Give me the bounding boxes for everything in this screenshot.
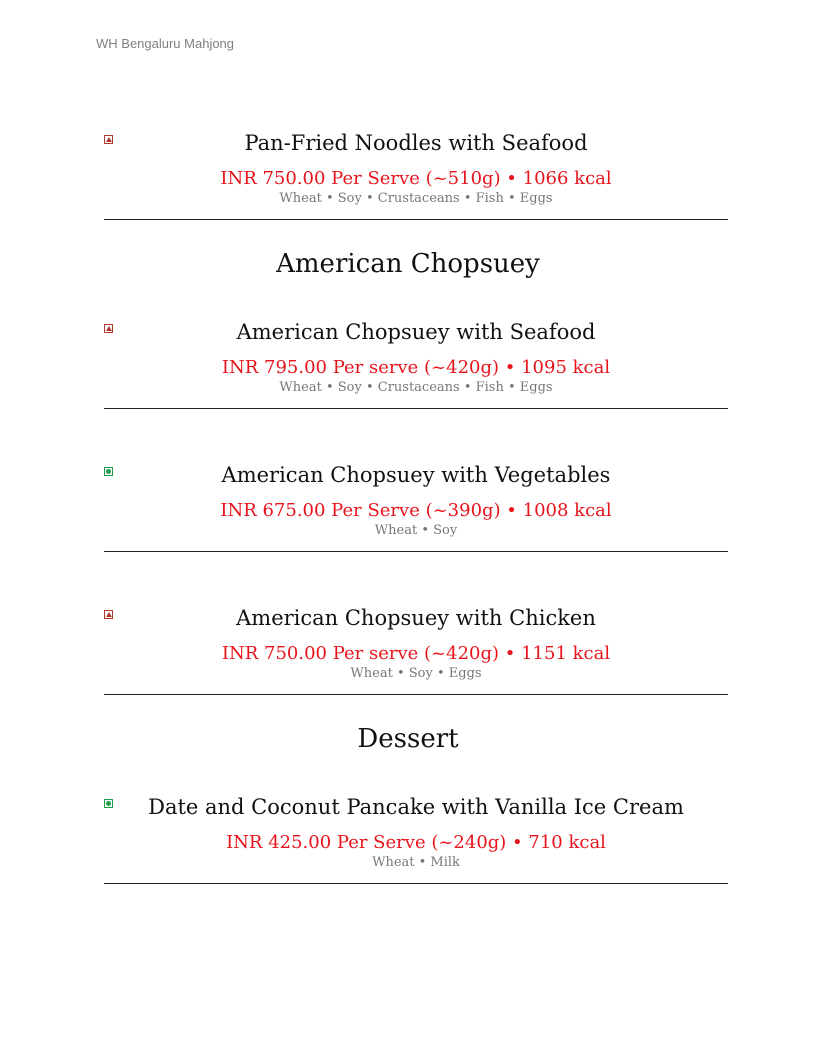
restaurant-name: WH Bengaluru Mahjong — [96, 36, 235, 51]
item-name: American Chopsuey with Vegetables — [221, 463, 611, 487]
item-price: INR 675.00 Per Serve (~390g) • 1008 kcal — [220, 500, 612, 521]
menu-item — [104, 320, 728, 410]
section-heading: Dessert — [357, 724, 459, 754]
item-divider — [104, 219, 728, 220]
item-divider — [104, 694, 728, 695]
item-allergens: Wheat • Soy • Crustaceans • Fish • Eggs — [279, 191, 553, 206]
item-allergens: Wheat • Milk — [372, 855, 460, 870]
item-price: INR 425.00 Per Serve (~240g) • 710 kcal — [226, 832, 606, 853]
menu-item — [104, 131, 728, 221]
item-allergens: Wheat • Soy • Eggs — [350, 666, 482, 681]
section-heading: American Chopsuey — [276, 249, 540, 279]
menu-item — [104, 463, 728, 553]
item-price: INR 750.00 Per Serve (~510g) • 1066 kcal — [220, 168, 612, 189]
menu-item — [104, 795, 728, 885]
item-price: INR 795.00 Per serve (~420g) • 1095 kcal — [221, 357, 611, 378]
item-allergens: Wheat • Soy — [374, 523, 458, 538]
item-allergens: Wheat • Soy • Crustaceans • Fish • Eggs — [279, 380, 553, 395]
item-divider — [104, 551, 728, 552]
item-divider — [104, 408, 728, 409]
menu-item — [104, 606, 728, 696]
item-name: Pan-Fried Noodles with Seafood — [244, 131, 588, 155]
item-name: American Chopsuey with Chicken — [236, 606, 596, 630]
item-name: Date and Coconut Pancake with Vanilla Ice Cream — [148, 795, 684, 819]
item-price: INR 750.00 Per serve (~420g) • 1151 kcal — [221, 643, 611, 664]
item-name: American Chopsuey with Seafood — [236, 320, 596, 344]
item-divider — [104, 883, 728, 884]
